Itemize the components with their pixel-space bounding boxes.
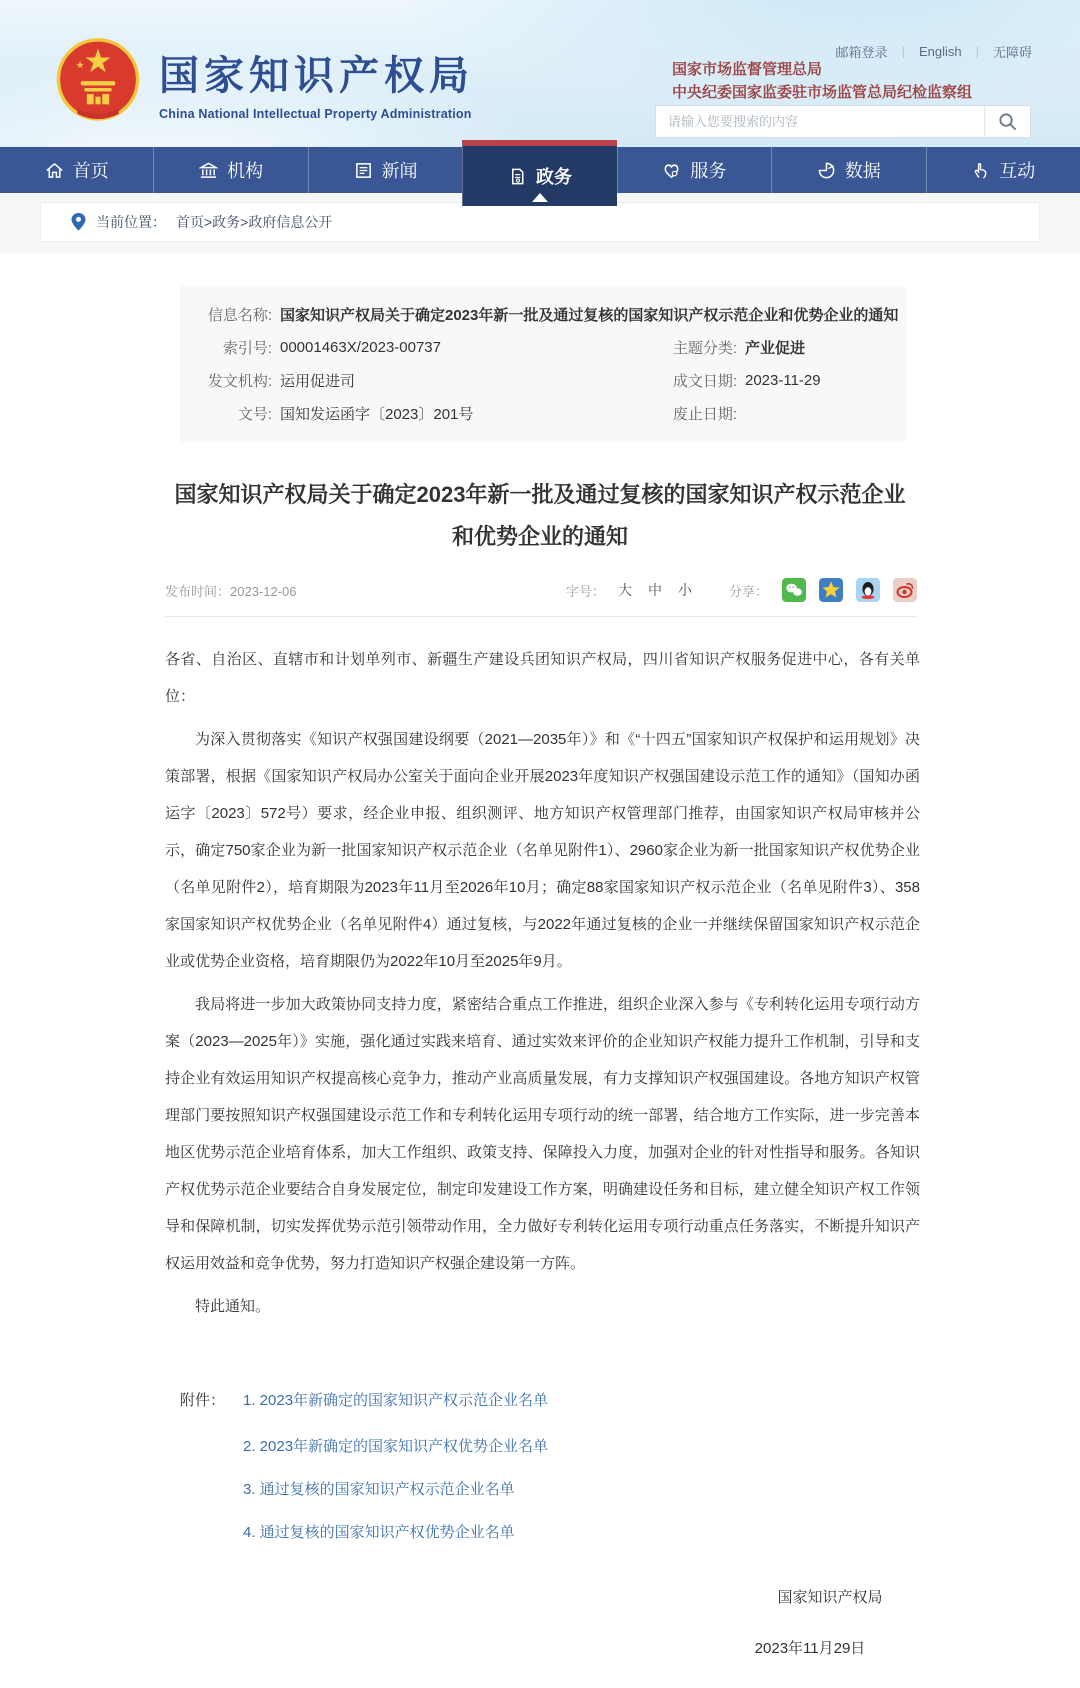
publish-date: 2023-12-06 xyxy=(230,583,297,599)
accessibility-link[interactable]: 无障碍 xyxy=(992,45,1032,60)
article-body xyxy=(165,641,920,1325)
nav-item-interaction[interactable] xyxy=(926,147,1080,193)
article-meta-row xyxy=(165,578,917,617)
nav-item-label: 数据 xyxy=(844,161,881,181)
qq-share-icon[interactable] xyxy=(856,578,880,602)
main-nav xyxy=(0,147,1080,193)
info-name-label: 信息名称: xyxy=(207,307,272,324)
info-index-label: 索引号: xyxy=(222,340,272,357)
table-row xyxy=(180,397,906,430)
page-title xyxy=(0,474,1080,558)
nav-item-label: 互动 xyxy=(999,161,1036,181)
breadcrumb-label: 当前位置： xyxy=(96,214,166,230)
agency-name-en: China National Intellectual Property Administration xyxy=(159,107,472,121)
hand-icon xyxy=(971,161,990,180)
location-pin-icon xyxy=(71,213,86,231)
document-icon xyxy=(508,167,527,186)
nav-item-org[interactable] xyxy=(153,147,307,193)
nav-item-label: 首页 xyxy=(72,161,109,181)
fontsize-large-button[interactable]: 大 xyxy=(617,582,632,598)
attachment-link-4[interactable]: 4. 通过复核的国家知识产权优势企业名单 xyxy=(243,1524,515,1541)
mail-login-link[interactable]: 邮箱登录 xyxy=(835,45,888,60)
attachments-label: 附件： xyxy=(180,1392,226,1409)
nav-item-data[interactable] xyxy=(771,147,925,193)
nav-item-label: 政务 xyxy=(535,167,572,187)
related-org-lines xyxy=(672,58,972,104)
paragraph-1: 为深入贯彻落实《知识产权强国建设纲要（2021—2035年）》和《“十四五”国家知识产权保护和运用规划》决策部署，根据《国家知识产权局办公室关于面向企业开展2023年度知识产权强国建设示范工作的通知》（国知办函运字〔2023〕572号）要求，经企业申报、组织测评、地方知识产权管理部门推荐，由国家知识产权局审核并公示，确定750家企业为新一批国家知识产权示范企业（名单见附件1）、2960家企业为新一批国家知识产权优势企业（名单见附件2），培育期限为2023年11月至2026年10月；确定88家国家知识产权示范企业（名单见附件3）、358家国家知识产权优势企业（名单见附件4）通过复核，与2022年通过复核的企业一并继续保留国家知识产权示范企业或优势企业资格，培育期限仍为2022年10月至2025年9月。 xyxy=(165,731,920,970)
pie-chart-icon xyxy=(817,161,836,180)
nav-item-label: 机构 xyxy=(227,161,264,181)
publish-label: 发布时间： xyxy=(165,583,231,599)
search-input[interactable] xyxy=(656,106,984,137)
search-bar xyxy=(655,105,1031,138)
signature-block xyxy=(710,1586,950,1658)
info-issuer-value: 运用促进司 xyxy=(280,373,356,390)
info-date-value: 2023-11-29 xyxy=(745,372,821,389)
site-header xyxy=(0,0,1080,147)
breadcrumb xyxy=(40,202,1040,242)
service-icon xyxy=(662,161,681,180)
main-content xyxy=(0,286,1080,1688)
nav-item-news[interactable] xyxy=(308,147,462,193)
english-link[interactable]: English xyxy=(918,44,962,59)
agency-name-cn: 国家知识产权局 xyxy=(159,53,474,98)
info-docno-value: 国知发运函字〔2023〕201号 xyxy=(280,406,474,423)
document-info-table xyxy=(180,286,906,442)
link-separator: | xyxy=(901,44,905,59)
closing-line: 特此通知。 xyxy=(195,1298,271,1315)
paragraph-2: 我局将进一步加大政策协同支持力度，紧密结合重点工作推进，组织企业深入参与《专利转化运用专项行动方案（2023—2025年）》实施，强化通过实践来培育、通过实效来评价的企业知识产权能力提升工作机制，引导和支持企业有效运用知识产权提高核心竞争力，推动产业高质量发展，有力支撑知识产权强国建设。各地方知识产权管理部门要按照知识产权强国建设示范工作和专利转化运用专项行动的统一部署，结合地方工作实际，进一步完善本地区优势示范企业培育体系，加大工作组织、政策支持、保障投入力度，加强对企业的针对性指导和服务。各知识产权优势示范企业要结合自身发展定位，制定印发建设工作方案，明确建设任务和目标，建立健全知识产权工作领导和保障机制，切实发挥优势示范引领带动作用，全力做好专利转化运用专项行动重点任务落实，不断提升知识产权运用效益和竞争优势，努力打造知识产权强企建设第一方阵。 xyxy=(165,996,920,1272)
nav-item-label: 新闻 xyxy=(381,161,418,181)
fontsize-small-button[interactable]: 小 xyxy=(677,582,692,598)
signature-org: 国家知识产权局 xyxy=(777,1589,883,1606)
info-index-value: 00001463X/2023-00737 xyxy=(280,339,441,356)
national-emblem-icon xyxy=(55,36,141,128)
info-issuer-label: 发文机构: xyxy=(207,373,272,390)
weibo-share-icon[interactable] xyxy=(893,578,917,602)
salutation: 各省、自治区、直辖市和计划单列市、新疆生产建设兵团知识产权局，四川省知识产权服务促进中心，各有关单位： xyxy=(165,651,920,705)
info-docno-label: 文号: xyxy=(237,406,272,423)
org-line-1[interactable]: 国家市场监督管理总局 xyxy=(672,61,823,78)
wechat-share-icon[interactable] xyxy=(782,578,806,602)
share-buttons xyxy=(782,578,917,602)
bank-icon xyxy=(199,161,218,180)
info-topic-label: 主题分类: xyxy=(672,340,737,357)
fontsize-medium-button[interactable]: 中 xyxy=(647,582,662,598)
title-line-1: 国家知识产权局关于确定2023年新一批及通过复核的国家知识产权示范企业 xyxy=(174,482,906,507)
breadcrumb-path[interactable]: 首页>政务>政府信息公开 xyxy=(176,214,333,230)
info-date-label: 成文日期: xyxy=(672,373,737,390)
info-repeal-label: 废止日期: xyxy=(672,406,737,423)
attachment-link-3[interactable]: 3. 通过复核的国家知识产权示范企业名单 xyxy=(243,1481,515,1498)
info-name-value: 国家知识产权局关于确定2023年新一批及通过复核的国家知识产权示范企业和优势企业的通知 xyxy=(280,307,899,324)
home-icon xyxy=(45,161,64,180)
site-brand[interactable] xyxy=(55,36,474,128)
news-icon xyxy=(354,161,373,180)
nav-item-home[interactable] xyxy=(0,147,153,193)
nav-item-label: 服务 xyxy=(690,161,727,181)
info-topic-value: 产业促进 xyxy=(745,340,806,357)
fontsize-label: 字号： xyxy=(565,583,605,599)
nav-item-government-affairs[interactable] xyxy=(462,140,616,206)
table-row xyxy=(180,298,906,331)
link-separator: | xyxy=(975,44,979,59)
attachment-link-2[interactable]: 2. 2023年新确定的国家知识产权优势企业名单 xyxy=(243,1438,549,1455)
search-icon xyxy=(998,112,1017,131)
signature-date: 2023年11月29日 xyxy=(754,1640,866,1657)
org-line-2[interactable]: 中央纪委国家监委驻市场监管总局纪检监察组 xyxy=(672,84,973,101)
attachments-section xyxy=(180,1389,935,1542)
share-label: 分享： xyxy=(728,583,768,599)
title-line-2: 和优势企业的通知 xyxy=(451,524,628,549)
search-button[interactable] xyxy=(984,106,1030,137)
table-row xyxy=(180,364,906,397)
publish-time xyxy=(165,581,297,600)
attachment-link-1[interactable]: 1. 2023年新确定的国家知识产权示范企业名单 xyxy=(243,1392,549,1409)
qzone-share-icon[interactable] xyxy=(819,578,843,602)
nav-item-services[interactable] xyxy=(617,147,771,193)
table-row xyxy=(180,331,906,364)
